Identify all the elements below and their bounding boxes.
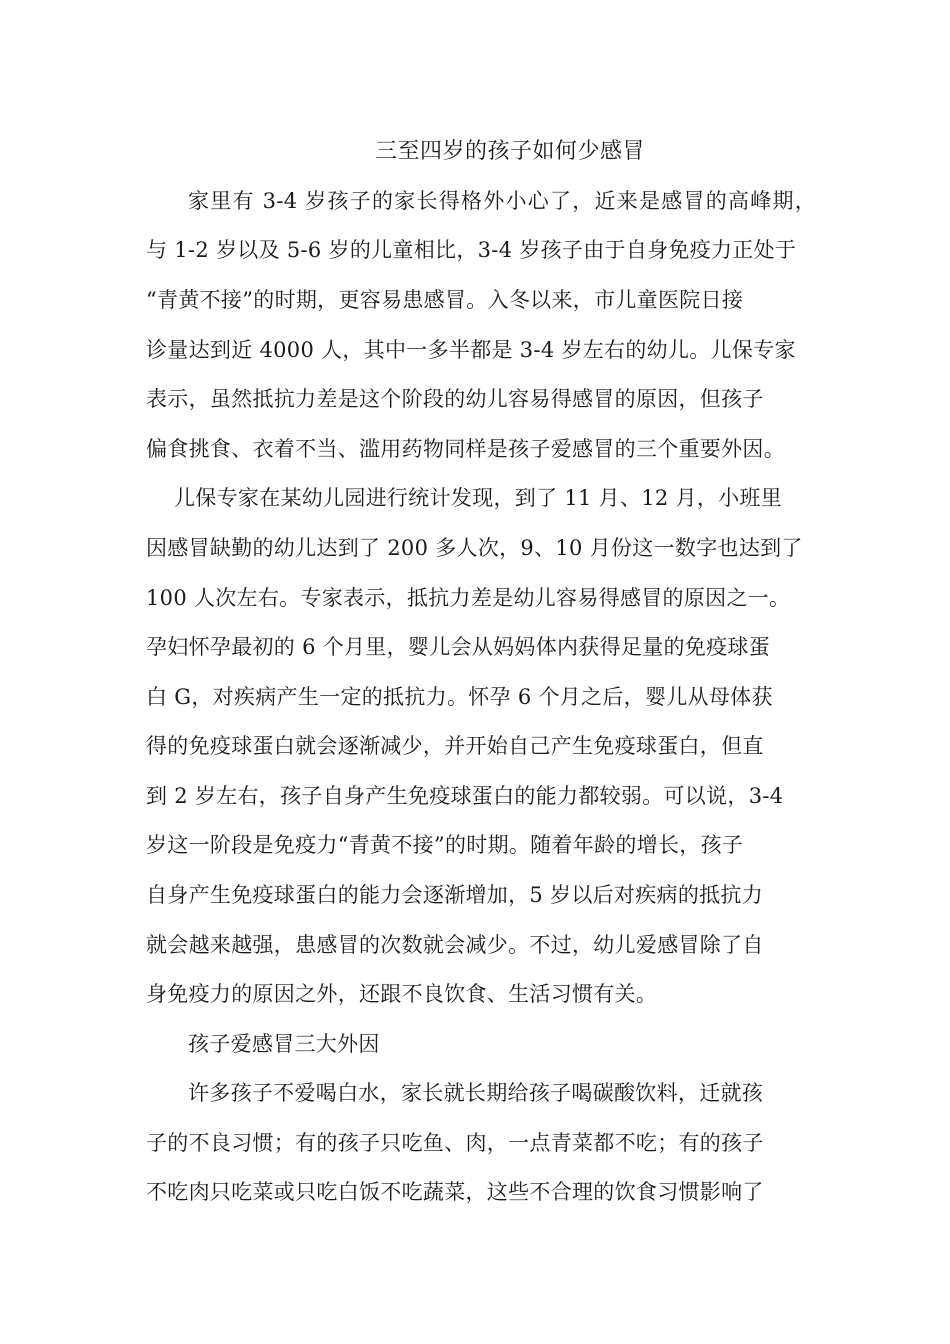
paragraph-line: 得的免疫球蛋白就会逐渐减少，并开始自己产生免疫球蛋白，但直 [146,734,764,758]
paragraph-line: 家里有 3-4 岁孩子的家长得格外小心了，近来是感冒的高峰期， [188,189,816,213]
paragraph-line: 偏食挑食、衣着不当、滥用药物同样是孩子爱感冒的三个重要外因。 [146,437,785,461]
paragraph-line: 许多孩子不爱喝白水，家长就长期给孩子喝碳酸饮料，迁就孩 [188,1081,764,1105]
paragraph-line: 白 G，对疾病产生一定的抵抗力。怀孕 6 个月之后，婴儿从母体获 [146,685,773,709]
paragraph-line: 因感冒缺勤的幼儿达到了 200 多人次，9、10 月份这一数字也达到了 [146,536,803,560]
paragraph-line: 岁这一阶段是免疫力“青黄不接”的时期。随着年龄的增长，孩子 [146,833,744,857]
document-title: 三至四岁的孩子如何少感冒 [374,139,645,164]
paragraph-line: 自身产生免疫球蛋白的能力会逐渐增加，5 岁以后对疾病的抵抗力 [146,883,764,907]
paragraph-line: 身免疫力的原因之外，还跟不良饮食、生活习惯有关。 [146,982,658,1006]
paragraph-line: 就会越来越强，患感冒的次数就会减少。不过，幼儿爱感冒除了自 [146,933,764,957]
paragraph-line: 不吃肉只吃菜或只吃白饭不吃蔬菜，这些不合理的饮食习惯影响了 [146,1180,764,1204]
paragraph-line: 诊量达到近 4000 人，其中一多半都是 3-4 岁左右的幼儿。儿保专家 [146,338,796,362]
paragraph-line: 儿保专家在某幼儿园进行统计发现，到了 11 月、12 月，小班里 [174,486,783,510]
paragraph-line: 100 人次左右。专家表示，抵抗力差是幼儿容易得感冒的原因之一。 [146,586,791,610]
paragraph-line: 孕妇怀孕最初的 6 个月里，婴儿会从妈妈体内获得足量的免疫球蛋 [146,635,771,659]
paragraph-line: 与 1-2 岁以及 5-6 岁的儿童相比，3-4 岁孩子由于自身免疫力正处于 [146,238,797,262]
paragraph-line: 子的不良习惯；有的孩子只吃鱼、肉，一点青菜都不吃；有的孩子 [146,1131,764,1155]
paragraph-line: “青黄不接”的时期，更容易患感冒。入冬以来，市儿童医院日接 [146,288,744,312]
section-heading: 孩子爱感冒三大外因 [188,1032,380,1056]
paragraph-line: 表示，虽然抵抗力差是这个阶段的幼儿容易得感冒的原因，但孩子 [146,387,764,411]
paragraph-line: 到 2 岁左右，孩子自身产生免疫球蛋白的能力都较弱。可以说，3-4 [146,784,784,808]
